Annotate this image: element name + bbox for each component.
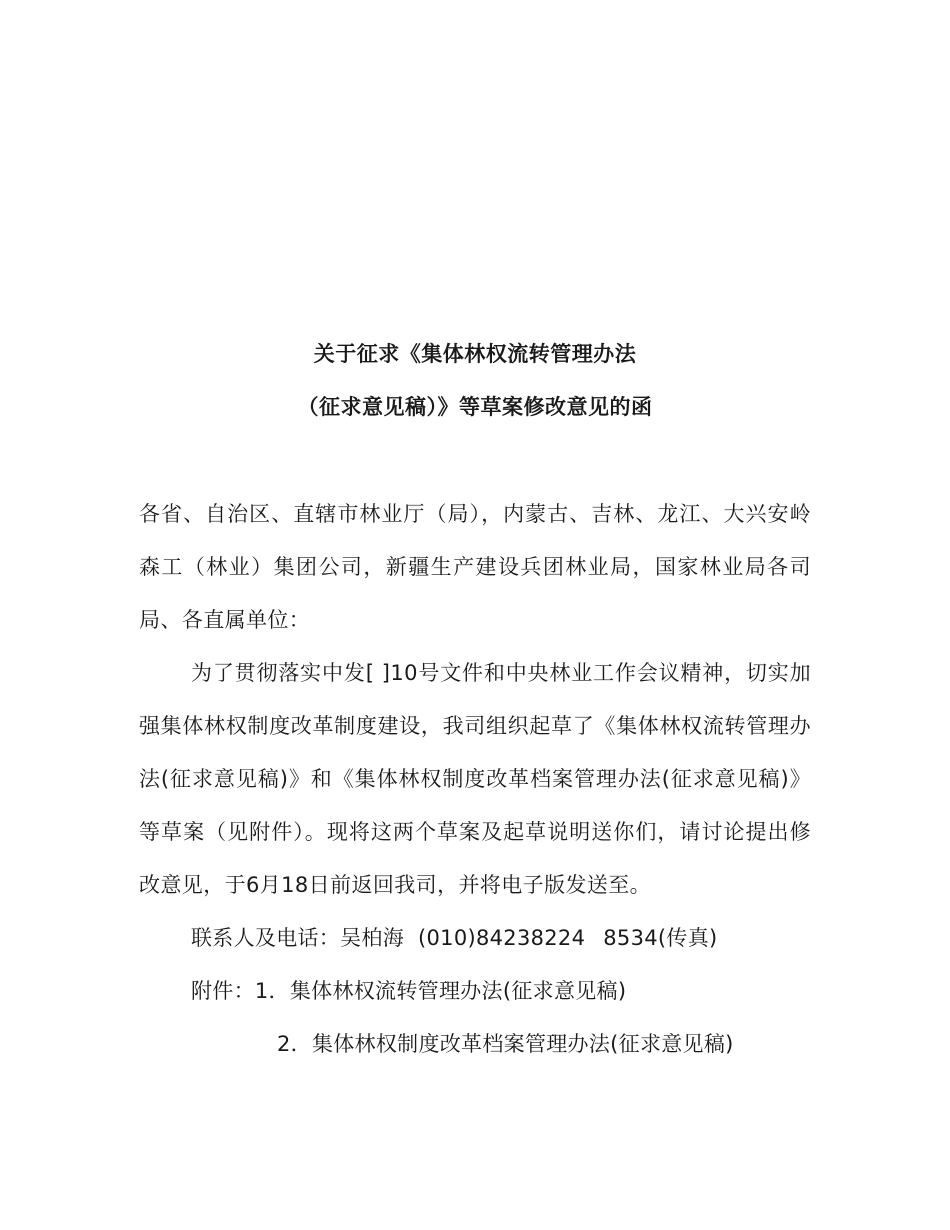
contact-fax: 8534(传真)	[603, 926, 718, 950]
contact-line	[191, 912, 718, 965]
contact-label: 联系人及电话：吴柏海	[191, 926, 404, 950]
document-title-line2: （征求意见稿）》等草案修改意见的函	[297, 395, 653, 419]
addressee-paragraph: 各省、自治区、直辖市林业厅（局），内蒙古、吉林、龙江、大兴安岭森工（林业）集团公司，新疆生产建设兵团林业局，国家林业局各司局、各直属单位：	[139, 502, 811, 632]
attachment-item-1: 附件：1．集体林权流转管理办法(征求意见稿)	[191, 979, 627, 1003]
attachment-item-2: 2．集体林权制度改革档案管理办法(征求意见稿)	[277, 1032, 734, 1056]
contact-phone: (010)84238224	[418, 926, 586, 950]
body-paragraph: 为了贯彻落实中发[ ]10号文件和中央林业工作会议精神，切实加强集体林权制度改革制度建设，我司组织起草了《集体林权流转管理办法(征求意见稿)》和《集体林权制度改革档案管理办法(征求意见稿)》等草案（见附件）。现将这两个草案及起草说明送你们，请讨论提出修改意见，于6月18日前返回我司，并将电子版发送至。	[139, 661, 811, 897]
document-title-line1: 关于征求《集体林权流转管理办法	[313, 342, 637, 366]
